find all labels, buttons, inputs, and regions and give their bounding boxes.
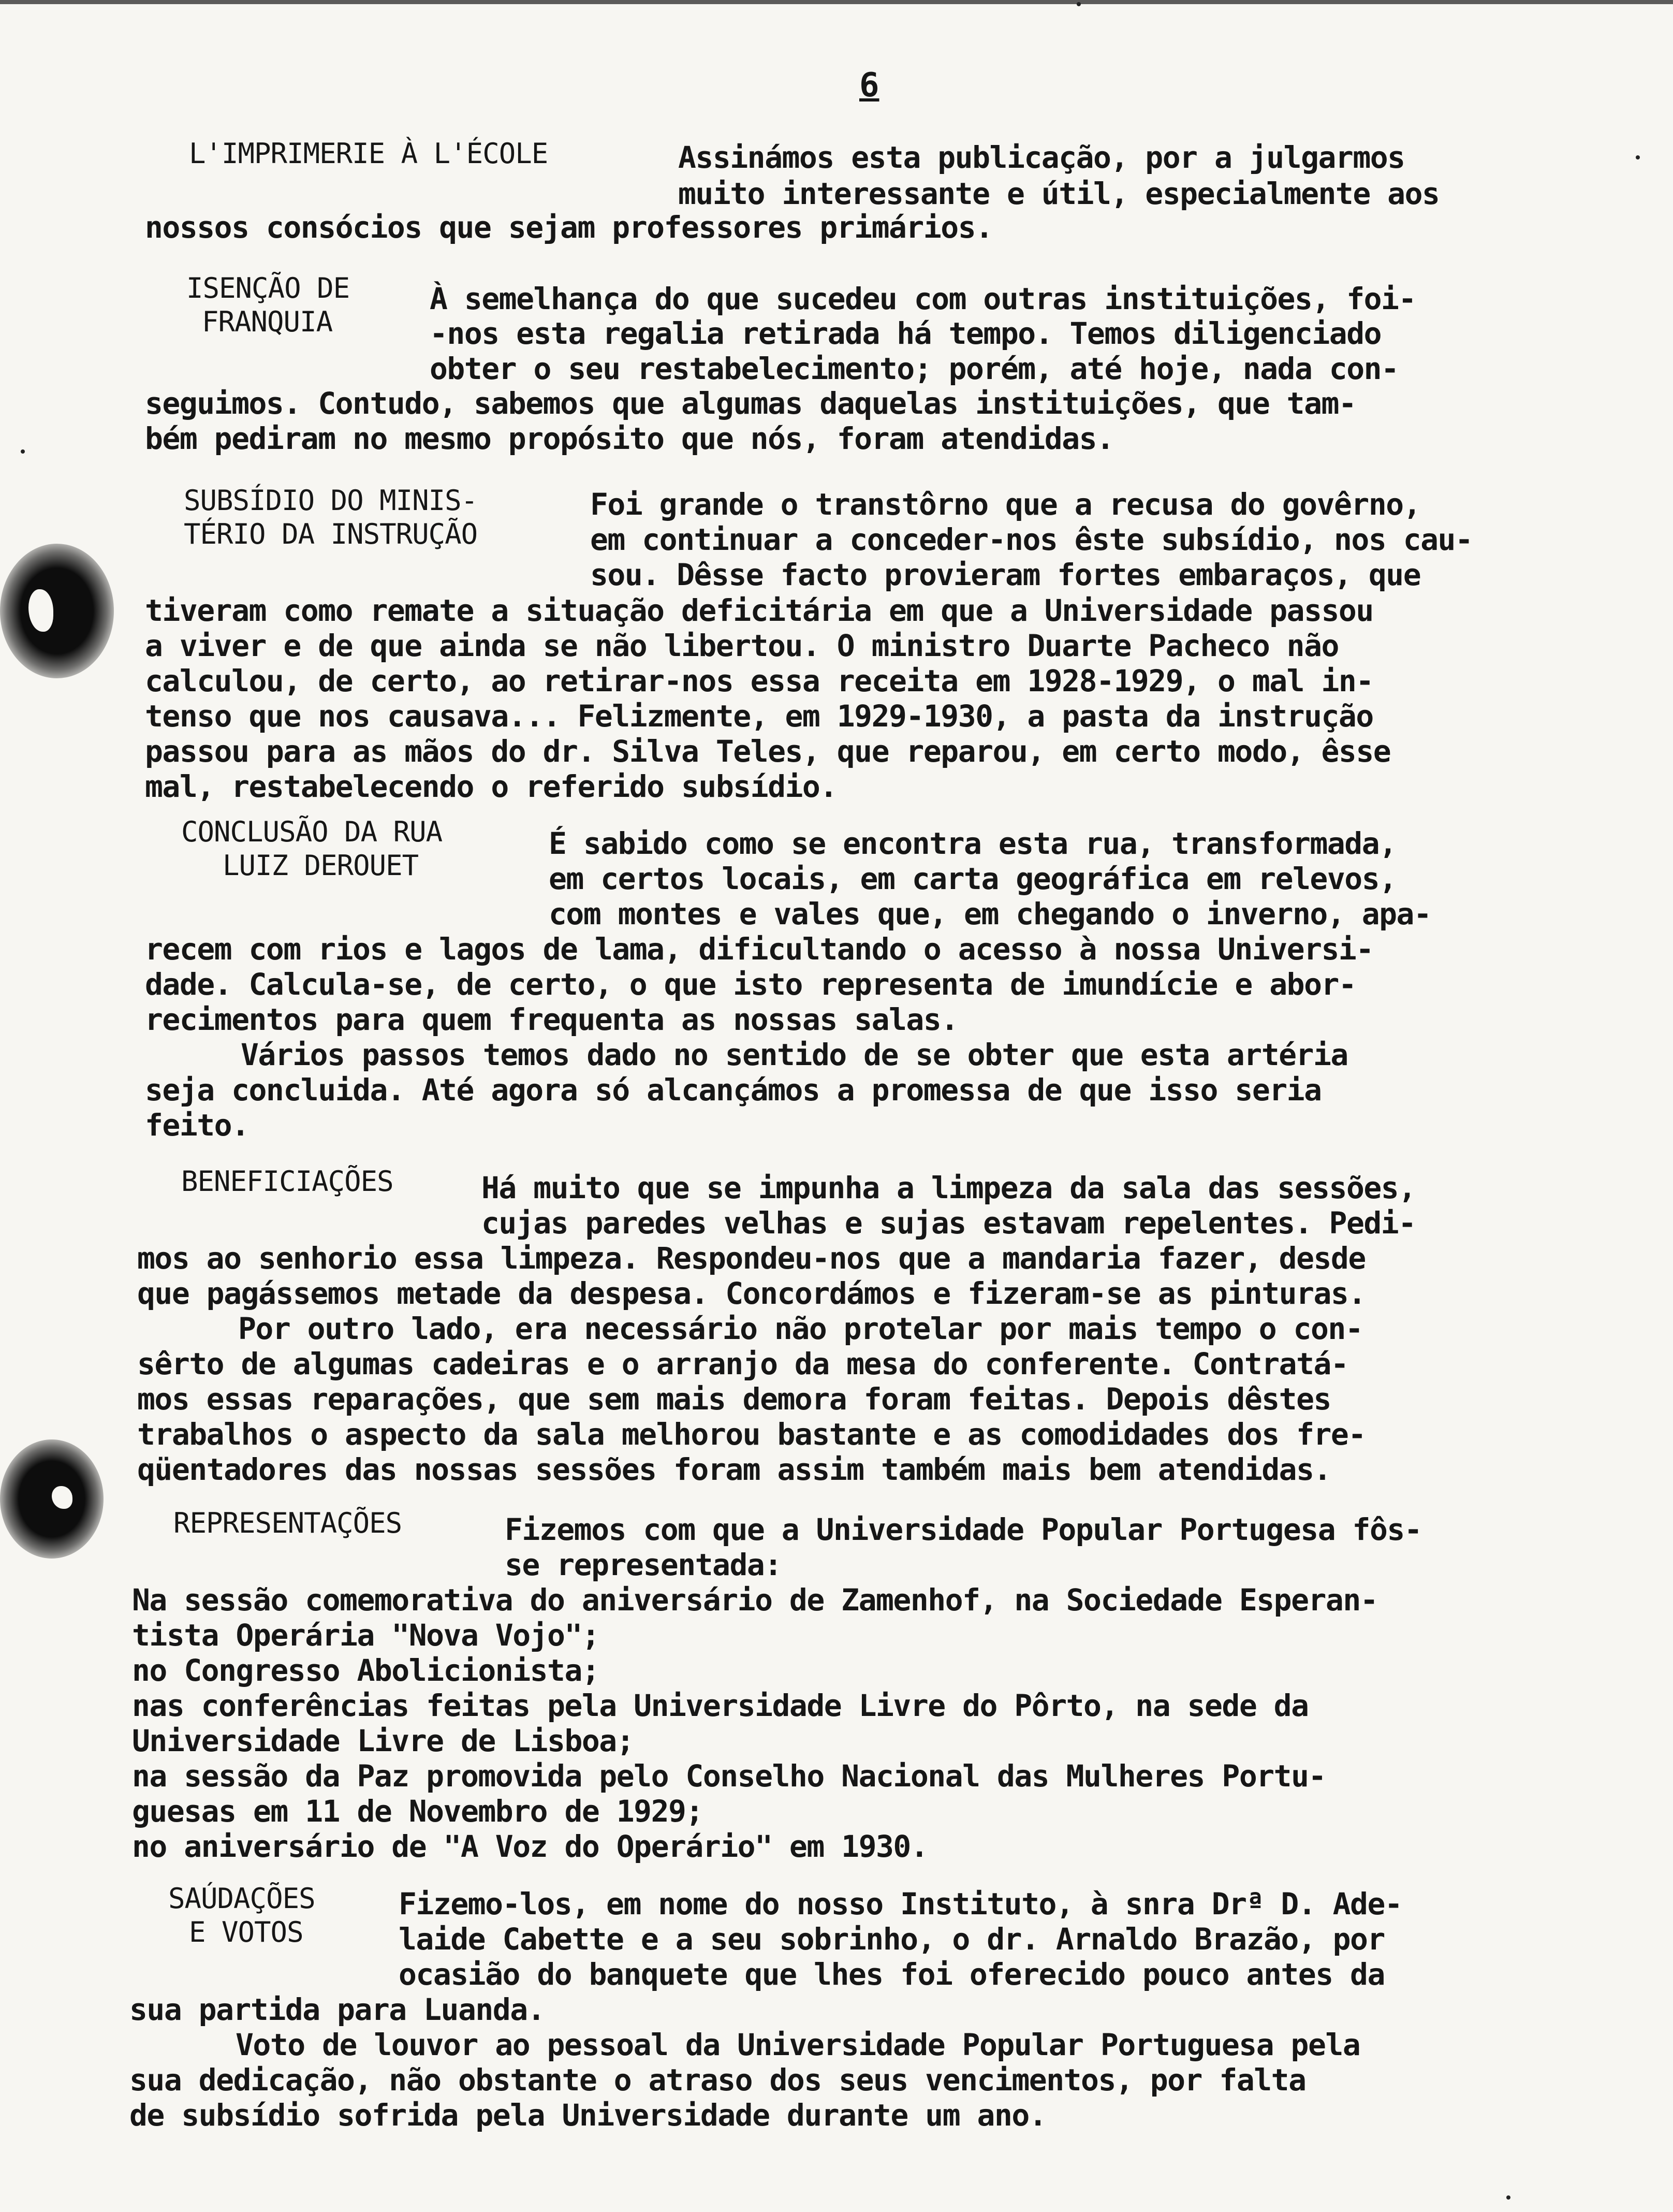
text-line: na sessão da Paz promovida pelo Conselho Nacional das Mulheres Portu-	[132, 1758, 1326, 1794]
section-label: CONCLUSÃO DA RUA	[181, 816, 443, 848]
text-line: recimentos para quem frequenta as nossas salas.	[145, 1002, 958, 1037]
text-line: ocasião do banquete que lhes foi oferecido pouco antes da	[399, 1957, 1385, 1992]
punch-hole-lower	[0, 1439, 104, 1559]
text-line: tiveram como remate a situação deficitária em que a Universidade passou	[145, 593, 1373, 628]
text-line: seguimos. Contudo, sabemos que algumas daquelas instituições, que tam-	[145, 386, 1356, 421]
text-line: À semelhança do que sucedeu com outras instituições, foi-	[430, 281, 1416, 316]
text-line: feito.	[145, 1108, 249, 1143]
text-line: tista Operária "Nova Vojo";	[132, 1618, 599, 1653]
text-line: sua partida para Luanda.	[129, 1992, 545, 2027]
text-line: em continuar a conceder-nos êste subsídio, nos cau-	[590, 522, 1473, 557]
text-line: sua dedicação, não obstante o atraso dos seus vencimentos, por falta	[129, 2062, 1306, 2098]
text-line: mos essas reparações, que sem mais demora foram feitas. Depois dêstes	[137, 1381, 1331, 1417]
text-line: mal, restabelecendo o referido subsídio.	[145, 769, 837, 804]
section-label: SUBSÍDIO DO MINIS-	[184, 484, 478, 517]
text-line: Na sessão comemorativa do aniversário de Zamenhof, na Sociedade Esperan-	[132, 1582, 1378, 1618]
text-line: passou para as mãos do dr. Silva Teles, que reparou, em certo modo, êsse	[145, 734, 1391, 769]
section-label: ISENÇÃO DE	[186, 272, 350, 304]
scan-edge-line	[0, 0, 1673, 4]
text-line: É sabido como se encontra esta rua, transformada,	[549, 826, 1397, 861]
text-line: em certos locais, em carta geográfica em relevos,	[549, 861, 1397, 896]
text-line: cujas paredes velhas e sujas estavam repelentes. Pedi-	[481, 1205, 1416, 1241]
text-line: com montes e vales que, em chegando o inverno, apa-	[549, 896, 1431, 932]
text-line: no Congresso Abolicionista;	[132, 1653, 599, 1688]
text-line: Assinámos esta publicação, por a julgarmos	[678, 140, 1405, 175]
scan-speck	[21, 449, 25, 454]
section-label: SAÚDAÇÕES	[168, 1882, 315, 1915]
text-line: bém pediram no mesmo propósito que nós, foram atendidas.	[145, 421, 1114, 456]
section-label: TÉRIO DA INSTRUÇÃO	[184, 518, 478, 550]
text-line: laide Cabette e a seu sobrinho, o dr. Arnaldo Brazão, por	[399, 1922, 1385, 1957]
text-line: mos ao senhorio essa limpeza. Respondeu-nos que a mandaria fazer, desde	[137, 1241, 1366, 1276]
text-line: tenso que nos causava... Felizmente, em 1929-1930, a pasta da instrução	[145, 698, 1373, 734]
text-line: -nos esta regalia retirada há tempo. Temos diligenciado	[430, 316, 1382, 351]
text-line: a viver e de que ainda se não libertou. O ministro Duarte Pacheco não	[145, 628, 1339, 663]
section-label: BENEFICIAÇÕES	[181, 1165, 393, 1198]
text-line: nas conferências feitas pela Universidade Livre do Pôrto, na sede da	[132, 1688, 1309, 1723]
text-line: nossos consócios que sejam professores primários.	[145, 210, 993, 245]
text-line: muito interessante e útil, especialmente aos	[678, 176, 1440, 211]
text-line: sou. Dêsse facto provieram fortes embaraços, que	[590, 557, 1421, 592]
text-line: Fizemos com que a Universidade Popular Portugesa fôs-	[505, 1512, 1422, 1547]
text-line: sêrto de algumas cadeiras e o arranjo da mesa do conferente. Contratá-	[137, 1346, 1348, 1381]
text-line: Vários passos temos dado no sentido de se obter que esta artéria	[241, 1037, 1348, 1072]
text-line: Foi grande o transtôrno que a recusa do govêrno,	[590, 487, 1421, 522]
text-line: de subsídio sofrida pela Universidade durante um ano.	[129, 2098, 1047, 2133]
text-line: que pagássemos metade da despesa. Concordámos e fizeram-se as pinturas.	[137, 1276, 1366, 1311]
section-label: REPRESENTAÇÕES	[173, 1507, 402, 1539]
text-line: no aniversário de "A Voz do Operário" em 1930.	[132, 1829, 928, 1864]
scan-speck	[1636, 155, 1640, 159]
scan-speck	[1506, 2195, 1510, 2200]
text-line: trabalhos o aspecto da sala melhorou bastante e as comodidades dos fre-	[137, 1417, 1366, 1452]
scan-speck	[1077, 2, 1081, 6]
text-line: Voto de louvor ao pessoal da Universidade Popular Portuguesa pela	[236, 2027, 1360, 2062]
text-line: calculou, de certo, ao retirar-nos essa receita em 1928-1929, o mal in-	[145, 663, 1373, 698]
text-line: qüentadores das nossas sessões foram assim também mais bem atendidas.	[137, 1452, 1331, 1487]
text-line: se representada:	[505, 1547, 782, 1582]
text-line: Há muito que se impunha a limpeza da sala das sessões,	[481, 1170, 1416, 1205]
text-line: seja concluida. Até agora só alcançámos a promessa de que isso seria	[145, 1072, 1322, 1108]
section-label: FRANQUIA	[202, 305, 333, 338]
text-line: Universidade Livre de Lisboa;	[132, 1723, 634, 1758]
text-line: obter o seu restabelecimento; porém, até hoje, nada con-	[430, 351, 1399, 386]
page-number: 6	[859, 66, 879, 105]
section-label: LUIZ DEROUET	[223, 849, 419, 882]
text-line: dade. Calcula-se, de certo, o que isto representa de imundície e abor-	[145, 967, 1356, 1002]
text-line: guesas em 11 de Novembro de 1929;	[132, 1794, 703, 1829]
section-label: E VOTOS	[189, 1916, 303, 1948]
punch-hole-upper	[0, 544, 114, 678]
text-line: Fizemo-los, em nome do nosso Instituto, à snra Drª D. Ade-	[399, 1886, 1402, 1922]
text-line: recem com rios e lagos de lama, dificultando o acesso à nossa Universi-	[145, 932, 1373, 967]
section-label: L'IMPRIMERIE À L'ÉCOLE	[189, 137, 548, 170]
text-line: Por outro lado, era necessário não protelar por mais tempo o con-	[238, 1311, 1363, 1346]
